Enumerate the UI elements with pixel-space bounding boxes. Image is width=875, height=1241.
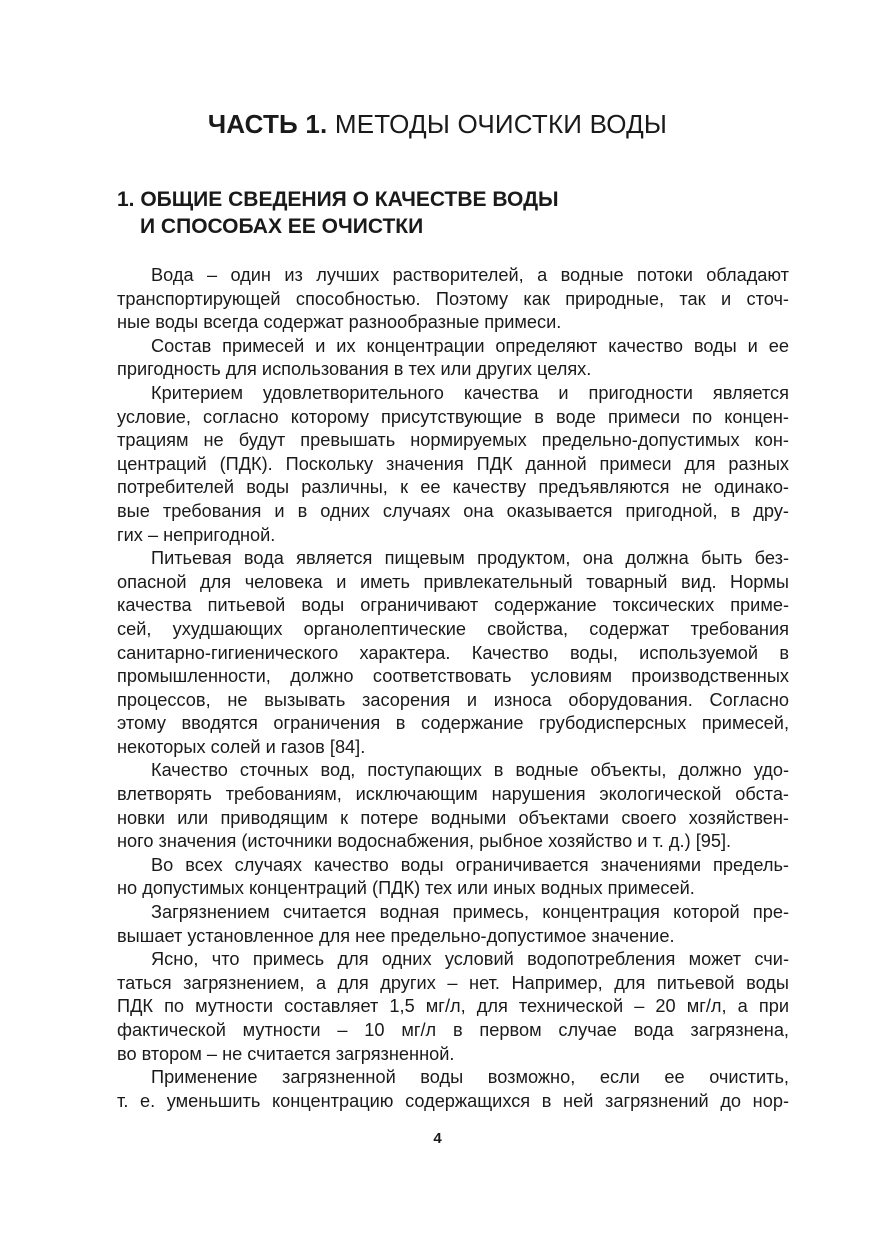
paragraph-line: Загрязнением считается водная примесь, концентрация которой пре- (151, 902, 789, 923)
paragraph-line: качества питьевой воды ограничивают содержание токсических приме- (117, 595, 789, 616)
paragraph-line: трациям не будут превышать нормируемых предельно-допустимых кон- (117, 430, 789, 451)
paragraph-line: ные воды всегда содержат разнообразные примеси. (117, 312, 562, 333)
paragraph-line: условие, согласно которому присутствующие в воде примеси по концен- (117, 406, 789, 427)
paragraph-line: Применение загрязненной воды возможно, если ее очистить, (151, 1067, 789, 1088)
paragraph-line: центраций (ПДК). Поскольку значения ПДК данной примеси для разных (117, 453, 789, 474)
paragraph-line: ного значения (источники водоснабжения, рыбное хозяйство и т. д.) [95]. (117, 831, 732, 852)
body-paragraph (117, 854, 789, 901)
part-heading-number: ЧАСТЬ 1. (207, 109, 328, 139)
paragraph-line: Критерием удовлетворительного качества и пригодности является (151, 382, 789, 403)
body-paragraph (117, 382, 789, 547)
paragraph-line: фактической мутности – 10 мг/л в первом случае вода загрязнена, (117, 1020, 789, 1040)
paragraph-line: Вода – один из лучших растворителей, а водные потоки обладают (151, 265, 789, 285)
paragraph-line: ПДК по мутности составляет 1,5 мг/л, для технической – 20 мг/л, а при (117, 996, 789, 1017)
paragraph-line: но допустимых концентраций (ПДК) тех или иных водных примесей. (117, 878, 695, 899)
paragraph-line: санитарно-гигиенического характера. Качество воды, используемой в (117, 642, 789, 663)
paragraph-line: Во всех случаях качество воды ограничивается значениями предель- (151, 854, 789, 875)
page-number: 4 (433, 1130, 442, 1147)
paragraph-line: влетворять требованиям, исключающим нарушения экологической обста- (117, 784, 789, 805)
body-paragraph (117, 264, 789, 335)
section-heading (117, 186, 757, 240)
section-heading-line-1: 1. ОБЩИЕ СВЕДЕНИЯ О КАЧЕСТВЕ ВОДЫ (117, 188, 559, 211)
paragraph-line: Качество сточных вод, поступающих в водные объекты, должно удо- (151, 760, 789, 781)
paragraph-line: вышает установленное для нее предельно-допустимое значение. (117, 925, 675, 946)
paragraph-line: сей, ухудшающих органолептические свойства, содержат требования (117, 618, 789, 639)
body-paragraph (117, 901, 789, 948)
part-heading-title: МЕТОДЫ ОЧИСТКИ ВОДЫ (327, 109, 668, 139)
paragraph-line: Состав примесей и их концентрации определяют качество воды и ее (151, 335, 789, 356)
body-paragraph (117, 547, 789, 759)
body-paragraph (117, 335, 789, 382)
paragraph-line: новки или приводящим к потере водными объектами своего хозяйствен- (117, 807, 789, 828)
paragraph-line: таться загрязнением, а для других – нет. Например, для питьевой воды (117, 972, 789, 993)
part-heading (0, 107, 875, 141)
paragraph-line: этому вводятся ограничения в содержание грубодисперсных примесей, (117, 713, 789, 734)
body-paragraph (117, 1066, 789, 1113)
body-text (117, 264, 789, 1113)
body-paragraph (117, 759, 789, 853)
section-heading-line-2: И СПОСОБАХ ЕЕ ОЧИСТКИ (140, 215, 424, 238)
paragraph-line: пригодность для использования в тех или других целях. (117, 359, 592, 380)
paragraph-line: Ясно, что примесь для одних условий водопотребления может счи- (151, 949, 789, 970)
paragraph-line: Питьевая вода является пищевым продуктом, она должна быть без- (151, 548, 789, 569)
paragraph-line: во втором – не считается загрязненной. (117, 1043, 455, 1064)
paragraph-line: потребителей воды различны, к ее качеству предъявляются не одинако- (117, 477, 789, 498)
paragraph-line: промышленности, должно соответствовать условиям производственных (117, 666, 789, 687)
paragraph-line: вые требования и в одних случаях она оказывается пригодной, в дру- (117, 500, 789, 521)
paragraph-line: некоторых солей и газов [84]. (117, 736, 366, 757)
paragraph-line: т. е. уменьшить концентрацию содержащихся в ней загрязнений до нор- (117, 1090, 789, 1111)
body-paragraph (117, 948, 789, 1066)
paragraph-line: гих – непригодной. (117, 524, 276, 545)
paragraph-line: процессов, не вызывать засорения и износа оборудования. Согласно (117, 689, 789, 710)
paragraph-line: опасной для человека и иметь привлекательный товарный вид. Нормы (117, 571, 789, 592)
paragraph-line: транспортирующей способностью. Поэтому как природные, так и сточ- (117, 288, 789, 309)
